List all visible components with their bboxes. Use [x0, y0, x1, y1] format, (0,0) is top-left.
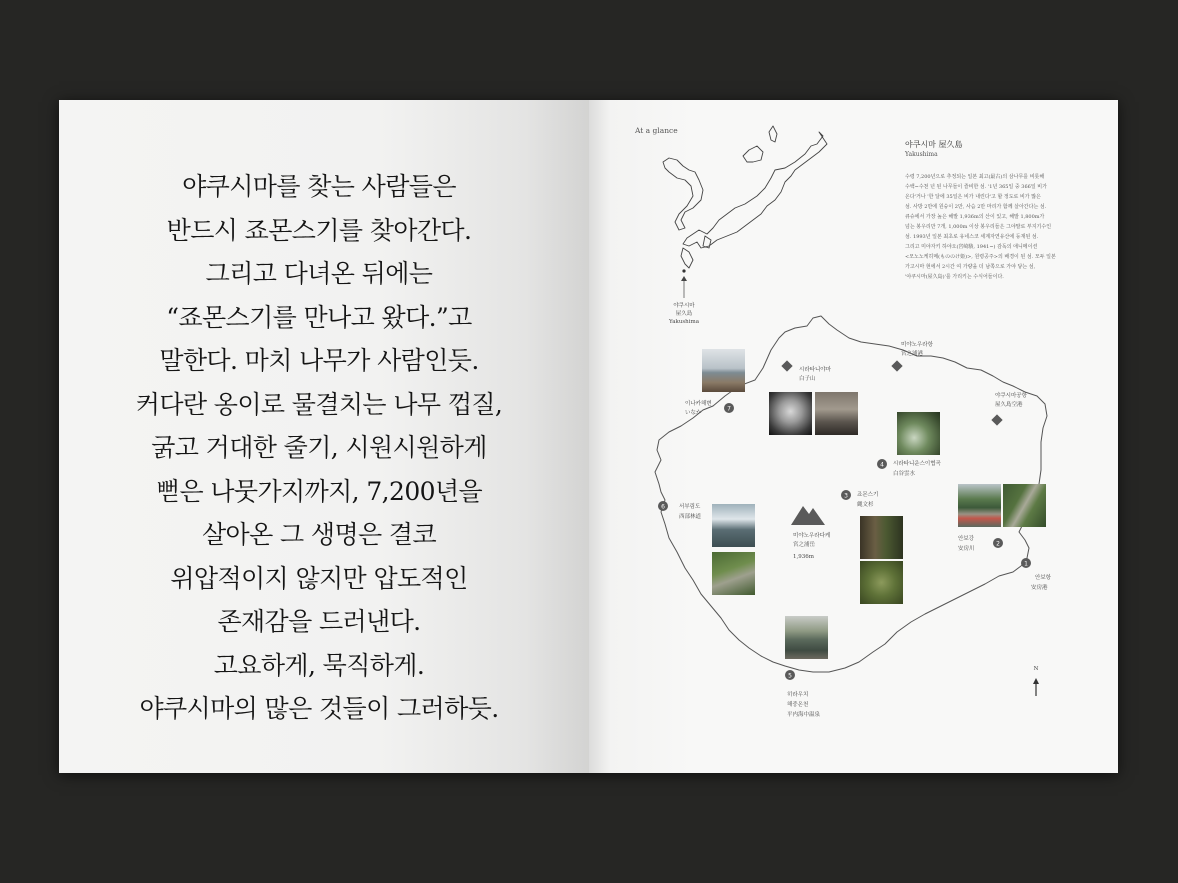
photo-moss-forest [860, 561, 903, 604]
place-6-ja: 西部林道 [679, 514, 702, 520]
marker-5-num: 5 [788, 672, 792, 680]
japan-label-ja: 屋久島 [675, 311, 693, 317]
essay-line: 반드시 죠몬스기를 찾아간다. [166, 215, 472, 245]
place-5-ko2: 해중온천 [787, 702, 809, 708]
place-6-ko: 서부림도 [679, 504, 701, 510]
place-3-ja: 縄文杉 [857, 502, 874, 508]
place-1-ko: 안보항 [1035, 575, 1051, 581]
left-page [59, 100, 589, 773]
marker-4 [877, 459, 887, 469]
marker-1 [1021, 558, 1031, 568]
essay-line: 뻗은 나뭇가지까지, 7,200년을 [155, 476, 483, 506]
marker-2 [993, 538, 1003, 548]
info-line: <모노노케히메(もののけ姫)>, 원령공주>의 배경이 된 섬. 모두 일본 [905, 254, 1056, 260]
mountain-icon [791, 506, 825, 525]
peak-ja: 宮之浦岳 [793, 542, 816, 548]
photo-anbo-river-valley [1003, 484, 1046, 527]
essay-line: 고요하게, 묵직하게. [213, 650, 425, 680]
marker-1-num: 1 [1024, 560, 1028, 568]
essay-line: 야쿠시마의 많은 것들이 그러하듯. [139, 694, 499, 723]
essay-line: 그리고 다녀온 뒤에는 [205, 259, 433, 288]
info-subtitle: Yakushima [905, 151, 938, 158]
marker-6-num: 6 [661, 503, 665, 511]
info-line: 섬. 1993년 일본 최초로 유네스코 세계자연유산에 등재된 섬. [905, 234, 1039, 240]
japan-label-en: Yakushima [669, 319, 699, 325]
at-a-glance-heading: At a glance [635, 126, 678, 135]
airport-ja: 屋久島空港 [995, 402, 1023, 408]
north-arrow-head [1033, 678, 1039, 684]
map-svg [589, 100, 1118, 773]
essay-line: 말한다. 마치 나무가 사람인듯. [159, 346, 479, 375]
shiratani-ko: 시라타니야마 [799, 367, 831, 373]
place-4-ko: 시라타니운스이협곡 [893, 461, 941, 467]
marker-3-num: 3 [844, 492, 848, 500]
essay-text [59, 165, 579, 731]
photo-jomonsugi-trunk [860, 516, 903, 559]
essay-line: 존재감을 드러낸다. [217, 607, 421, 636]
info-line: 넘는 봉우리만 7개, 1,000m 이상 봉우리들은 그야말로 부지기수인 [905, 224, 1052, 230]
marker-4-num: 4 [880, 461, 884, 469]
photo-forest-light [815, 392, 858, 435]
photo-shiratani-gorge [897, 412, 940, 455]
place-5-ja: 平内海中温泉 [787, 712, 821, 718]
magazine-spread [59, 100, 1118, 773]
japan-map [663, 126, 827, 268]
diamond-marker-airport [991, 414, 1002, 425]
info-line: 온다'거나 '한 달에 35일은 비가 내린다'고 할 정도로 비가 많은 [905, 194, 1041, 200]
essay-line: 살아온 그 생명은 결코 [202, 520, 436, 549]
essay-line: 커다란 옹이로 물결치는 나무 껍질, [135, 389, 503, 419]
info-line: 수백~수천 년 된 나무들이 즐비한 섬. '1년 365일 중 366일 비가 [905, 184, 1047, 190]
essay-line: 굵고 거대한 줄기, 시원시원하게 [151, 433, 487, 462]
place-3-ko: 죠몬스기 [857, 492, 879, 498]
essay-line: 위압적이지 않지만 압도적인 [170, 563, 468, 593]
japan-label-ko: 야쿠시마 [673, 303, 695, 309]
port-ja: 宮之浦港 [901, 351, 924, 357]
place-2-ja: 安房川 [958, 546, 975, 552]
marker-3 [841, 490, 851, 500]
marker-7 [724, 403, 734, 413]
info-title: 야쿠시마 屋久島 [905, 140, 963, 149]
info-line: 섬. 사방 2만에 원숭이 2만, 사슴 2만 마리가 함께 살아간다는 섬. [905, 204, 1047, 210]
info-line: 가고시마 현에서 2시간 여 가량을 더 남쪽으로 가야 닿는 섬, [905, 264, 1036, 270]
info-line: '야쿠시마(屋久島)'를 가리키는 수식어들이다. [905, 274, 1004, 280]
marker-5 [785, 670, 795, 680]
photo-anbo-river-kayak [958, 484, 1001, 527]
yakushima-dot [682, 269, 685, 272]
info-line: 그리고 미야자키 하야오(宮崎駿, 1941~) 감독의 애니메이션 [905, 244, 1038, 250]
peak-height: 1,936m [793, 554, 814, 560]
place-2-ko: 안보강 [958, 536, 974, 542]
shiratani-ja: 白子山 [799, 376, 816, 382]
marker-7-num: 7 [727, 405, 731, 413]
diamond-marker-shiratani [781, 360, 792, 371]
place-5-ko: 히라우치 [787, 692, 809, 698]
marker-6 [658, 501, 668, 511]
marker-2-num: 2 [996, 540, 1000, 548]
place-4-ja: 白谷雲水 [893, 471, 916, 477]
photo-jomonsugi-closeup [769, 392, 812, 435]
info-line: 수령 7,200년으로 추정되는 일본 최고(最古)의 삼나무를 비롯해 [905, 174, 1045, 180]
photo-inakahama-beach [702, 349, 745, 392]
diamond-marker-port [891, 360, 902, 371]
airport-ko: 야쿠시마공항 [995, 393, 1027, 399]
photo-forest-road [712, 552, 755, 595]
north-label: N [1033, 666, 1039, 672]
peak-ko: 미야노우라다케 [793, 533, 831, 539]
essay-line: “죠몬스기를 만나고 왔다.”고 [166, 302, 472, 332]
place-7-ko: 이나카해변 [685, 401, 712, 407]
info-line: 큐슈에서 가장 높은 해발 1,936m의 산이 있고, 해발 1,800m가 [905, 214, 1045, 220]
photo-hirauchi-hot-spring [785, 616, 828, 659]
place-1-ja: 安房港 [1031, 585, 1048, 591]
pointer-arrow-head [681, 276, 687, 281]
right-page [589, 100, 1118, 773]
place-7-ja: いなか [685, 410, 702, 416]
essay-line: 야쿠시마를 찾는 사람들은 [182, 172, 456, 201]
port-ko: 미야노우라항 [901, 342, 933, 348]
photo-west-coast-waves [712, 504, 755, 547]
